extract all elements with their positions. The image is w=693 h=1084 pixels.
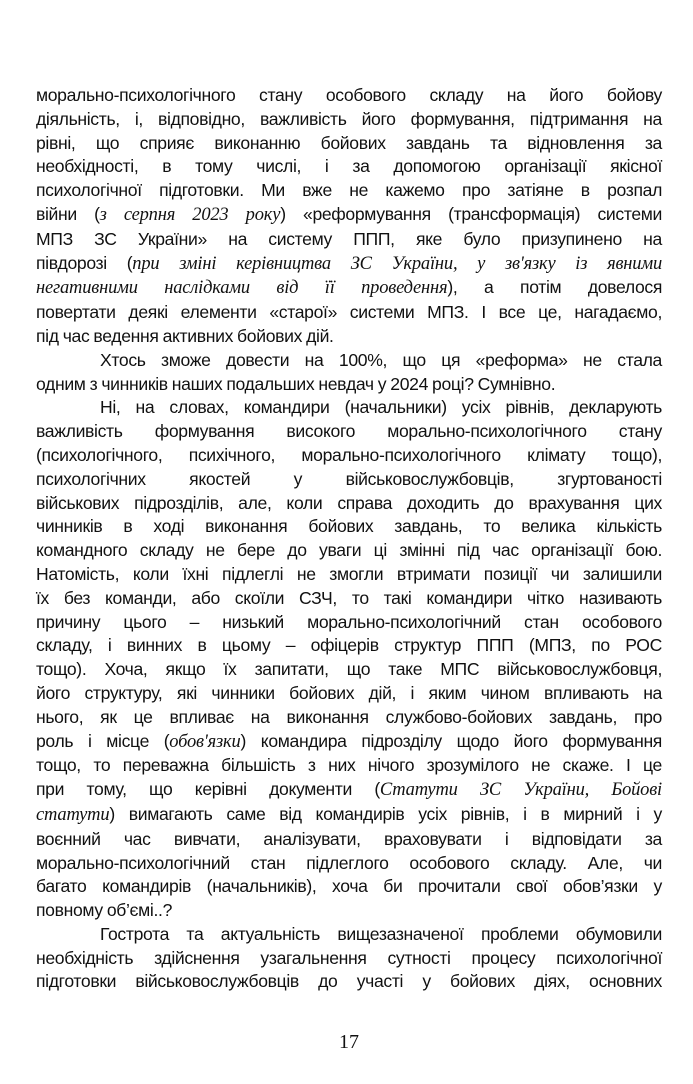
text-run: Гострота та актуальність вищезазначеної проблеми обумовили <box>100 923 662 944</box>
text-line <box>36 203 662 228</box>
text-line <box>36 301 662 325</box>
text-run: тощо). Хоча, якщо їх запитати, що таке МПС військовослужбовця, <box>36 659 662 680</box>
text-run: (психологічного, психічного, морально-психологічного клімату тощо), <box>36 444 662 465</box>
document-page <box>36 0 662 1084</box>
text-run: командного складу не бере до уваги ці змінні під час організації бою. <box>36 540 662 561</box>
text-line <box>36 923 662 947</box>
text-line <box>36 852 662 876</box>
text-line <box>36 754 662 778</box>
italic-text: обов'язки <box>169 731 241 752</box>
text-run: складу, і винних в цьому – офіцерів структур ППП (МПЗ, по РОС <box>36 635 662 656</box>
text-run: Ні, на словах, командири (начальники) усіх рівнів, декларують <box>100 397 662 418</box>
text-line <box>36 899 662 923</box>
text-run: півдорозі ( <box>36 252 133 273</box>
text-line <box>36 803 662 828</box>
text-line <box>36 325 662 349</box>
text-run: морально-психологічного стану особового складу на його бойову <box>36 85 662 105</box>
text-line <box>36 658 662 682</box>
text-run: психологічної підготовки. Ми вже не кажемо про затіяне в розпал <box>36 180 662 201</box>
text-line <box>36 179 662 203</box>
text-run: багато командирів (начальників), хоча би прочитали свої обов’язки у <box>36 876 662 897</box>
text-run: нього, як це впливає на виконання службово-бойових завдань, про <box>36 706 662 727</box>
paragraph <box>36 349 662 397</box>
text-line <box>36 492 662 516</box>
text-run: під час ведення активних бойових дій. <box>36 325 334 346</box>
text-line <box>36 84 662 108</box>
text-run: ) «реформування (трансформація) системи <box>280 203 662 224</box>
text-line <box>36 132 662 156</box>
text-run: необхідність здійснення узагальнення сутності процесу психологічної <box>36 947 662 968</box>
text-line <box>36 682 662 706</box>
text-run: необхідності, в тому числі, і за допомогою організації якісної <box>36 156 662 177</box>
text-run: Хтось зможе довести на 100%, що ця «реформа» не стала <box>100 349 662 370</box>
text-run: ), а потім довелося <box>447 277 662 298</box>
text-run: при тому, що керівні документи ( <box>36 779 380 800</box>
text-line <box>36 155 662 179</box>
text-run: його структуру, які чинники бойових дій, і яким чином впливають на <box>36 682 662 703</box>
page-number: 17 <box>339 1031 359 1054</box>
text-run: діяльність, і, відповідно, важливість його формування, підтримання на <box>36 108 662 129</box>
text-line <box>36 228 662 252</box>
text-line <box>36 947 662 971</box>
text-line <box>36 563 662 587</box>
text-line <box>36 515 662 539</box>
text-run: МПЗ ЗС України» на систему ППП, яке було призупинено на <box>36 228 662 249</box>
text-run: війни ( <box>36 203 100 224</box>
text-run: чинників в ході виконання бойових завдань, то велика кількість <box>36 516 662 537</box>
text-line <box>36 706 662 730</box>
text-run: Натомість, коли їхні підлеглі не змогли втримати позиції чи залишили <box>36 563 662 584</box>
text-run: підготовки військовослужбовців до участі у бойових діях, основних <box>36 971 662 992</box>
text-line <box>36 730 662 755</box>
text-line <box>36 587 662 611</box>
text-run: роль і місце ( <box>36 730 170 751</box>
text-run: повному об’ємі..? <box>36 900 173 921</box>
text-line <box>36 373 662 397</box>
body-text <box>36 84 662 994</box>
text-line <box>36 611 662 635</box>
text-line <box>36 349 662 373</box>
italic-text: з серпня 2023 року <box>99 204 281 225</box>
text-line <box>36 828 662 852</box>
text-line <box>36 444 662 468</box>
text-line <box>36 108 662 132</box>
text-run: рівні, що сприяє виконанню бойових завдань та відновлення за <box>36 132 662 153</box>
text-run: повертати деякі елементи «старої» системи МПЗ. І все це, нагадаємо, <box>36 302 662 323</box>
text-line <box>36 875 662 899</box>
text-line <box>36 420 662 444</box>
text-line <box>36 276 662 301</box>
text-line <box>36 970 662 994</box>
text-run: одним з чинників наших подальших невдач у 2024 році? Сумнівно. <box>36 373 556 394</box>
text-run: їх без команди, або скоїли СЗЧ, то такі командири чітко називають <box>36 587 662 608</box>
italic-text: при зміні керівництва ЗС України, у зв'язку із явними <box>132 253 662 274</box>
text-line <box>36 468 662 492</box>
italic-text: Статути ЗС України, Бойові <box>379 780 662 801</box>
text-line <box>36 778 662 803</box>
text-line <box>36 539 662 563</box>
text-run: психологічних якостей у військовослужбовців, згуртованості <box>36 468 662 489</box>
italic-text: статути <box>36 804 110 825</box>
text-line <box>36 634 662 658</box>
paragraph <box>36 396 662 923</box>
paragraph <box>36 84 662 349</box>
text-line <box>36 252 662 277</box>
text-run: військових підрозділів, але, коли справа доходить до врахування цих <box>36 492 662 513</box>
text-run: ) командира підрозділу щодо його формування <box>240 730 662 751</box>
text-line <box>36 396 662 420</box>
text-run: важливість формування високого морально-психологічного стану <box>36 421 662 442</box>
paragraph <box>36 923 662 994</box>
text-run: ) вимагають саме від командирів усіх рівнів, і в мирний і у <box>109 803 662 824</box>
italic-text: негативними наслідками від її проведення <box>36 278 448 299</box>
text-run: воєнний час вивчати, аналізувати, враховувати і відповідати за <box>36 828 662 849</box>
text-run: тощо, то переважна більшість з них нічого зрозумілого не скаже. І це <box>36 755 662 776</box>
text-run: причину цього – низький морально-психологічний стан особового <box>36 611 662 632</box>
text-run: морально-психологічний стан підлеглого особового складу. Але, чи <box>36 852 662 873</box>
